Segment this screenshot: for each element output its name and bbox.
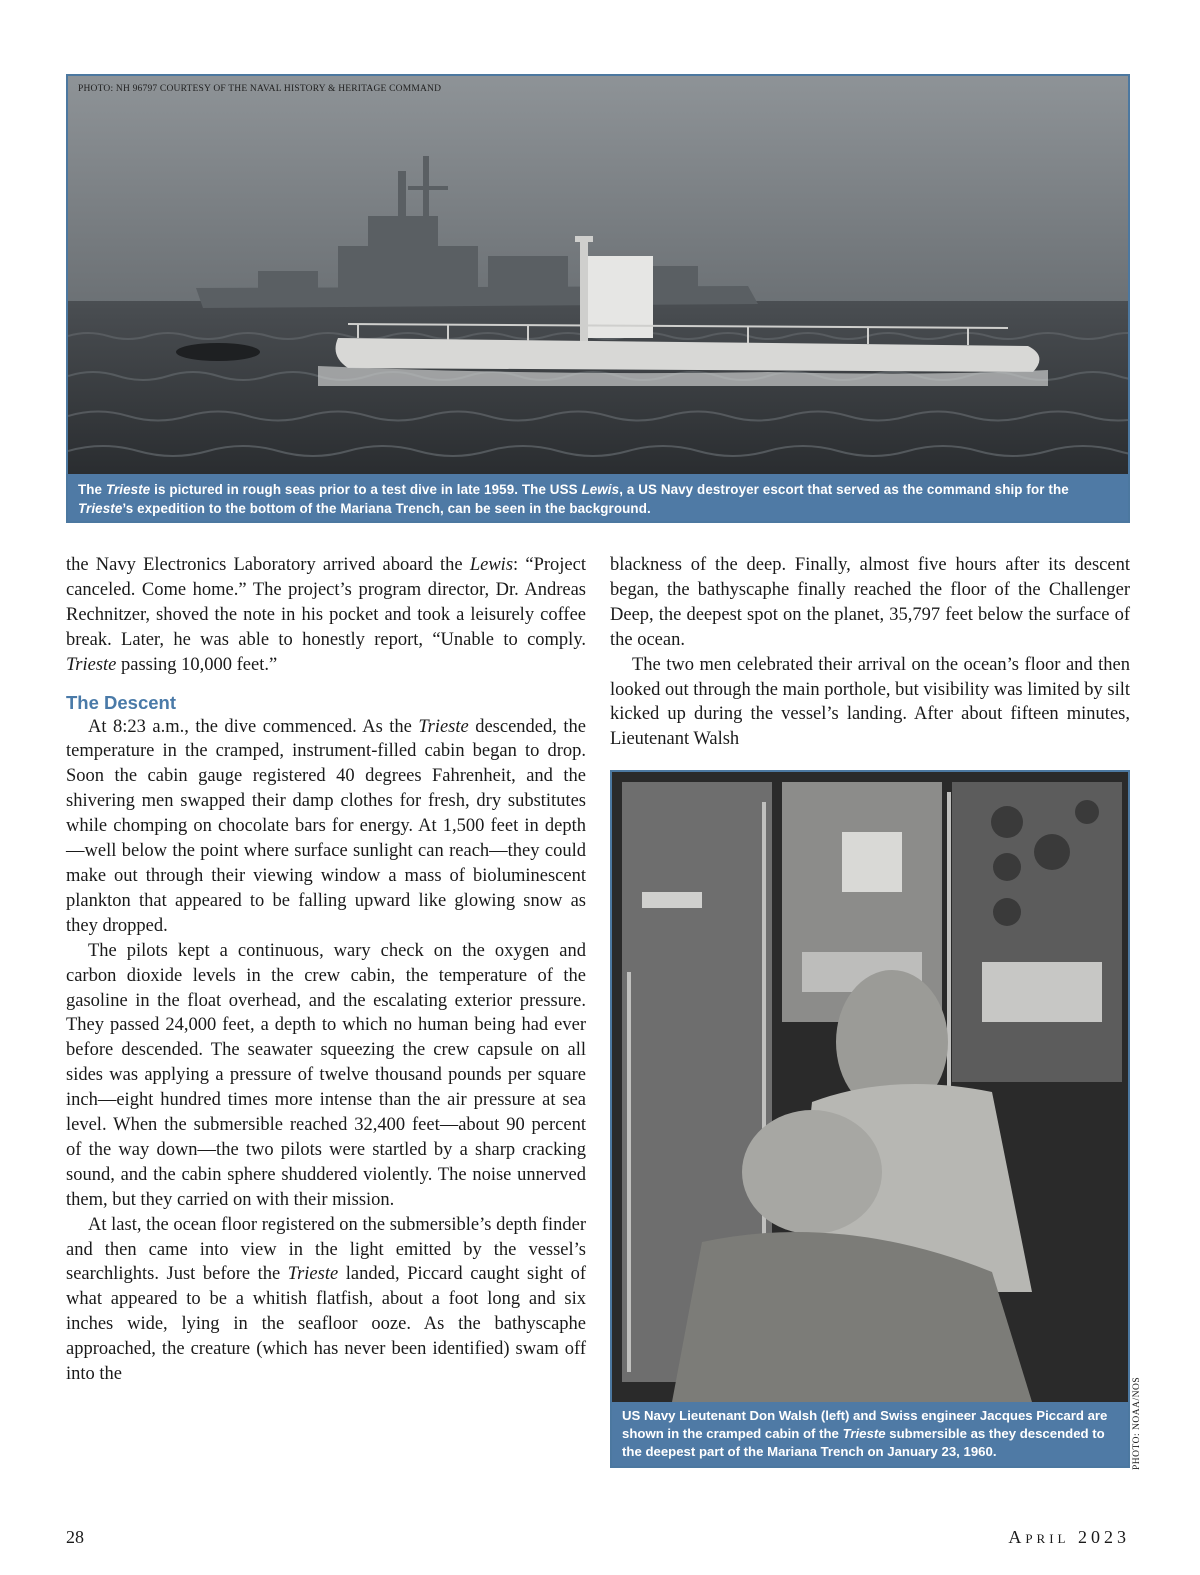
body-paragraph: The pilots kept a continuous, wary check on the oxygen and carbon dioxide levels in the crew cabin, the temperature of the gasoline in the float overhead, and the escalating exterior pressure. They passed 24,000 feet, a depth to which no human being had ever before descended. The seawater squeezing the crew capsule on all sides was applying a pressure of twelve thousand pounds per square inch—eight hundred times more intense than the air pressure at sea level. When the submersible reached 32,400 feet—about 90 percent of the way down—the two pilots were startled by a sharp cracking sound, and the cabin sphere shuddered violently. The noise unnerved them, but they carried on with their mission.: [66, 940, 586, 1210]
issue-date: April 2023: [1008, 1527, 1130, 1547]
body-paragraph: At last, the ocean floor registered on the submersible’s depth finder and then came into view in the light emitted by the vessel’s searchlights. Just before the Trieste landed, Piccard caught sight of what appeared to be a whitish flatfish, about a foot long and six inches wide, lying in the seafloor ooze. As the bathyscaphe approached, the creature (which has never been identified) swam off into the: [66, 1214, 586, 1385]
cabin-photo: [610, 770, 1130, 1468]
sea-ship-illustration: [68, 76, 1128, 474]
cabin-photo-caption: US Navy Lieutenant Don Walsh (left) and Swiss engineer Jacques Piccard are shown in the cramped cabin of the Trieste submersible as they descended to the deepest part of the Mariana Trench on January 23, 1960.: [612, 1402, 1128, 1466]
cabin-photo-credit: PHOTO: NOAA/NOS: [1132, 1376, 1142, 1470]
cabin-illustration: [612, 772, 1128, 1402]
body-paragraph: the Navy Electronics Laboratory arrived aboard the Lewis: “Project canceled. Come home.” The project’s program director, Dr. Andreas Rechnitzer, shoved the note in his pocket and took a leisurely coffee break. Later, he was able to honestly report, “Unable to comply. Trieste passing 10,000 feet.”: [66, 555, 586, 675]
body-paragraph: The two men celebrated their arrival on the ocean’s floor and then looked out through the main porthole, but visibility was limited by silt kicked up during the vessel’s landing. After about fifteen minutes, Lieutenant Walsh: [610, 654, 1131, 750]
top-photo-caption: The Trieste is pictured in rough seas prior to a test dive in late 1959. The USS Lewis, a US Navy destroyer escort that served as the command ship for the Trieste’s expedition to the bottom of the Mariana Trench, can be seen in the background.: [68, 474, 1128, 523]
section-heading: The Descent: [66, 691, 177, 713]
body-paragraph: blackness of the deep. Finally, almost five hours after its descent began, the bathyscaphe finally reached the floor of the Challenger Deep, the deepest spot on the planet, 35,797 feet below the surface of the ocean.: [610, 555, 1130, 650]
top-photo-credit: PHOTO: NH 96797 COURTESY OF THE NAVAL HISTORY & HERITAGE COMMAND: [78, 84, 442, 94]
piccard-head: [742, 1110, 882, 1234]
rubber-boat: [176, 343, 260, 361]
right-column: [610, 553, 1130, 752]
left-column: [66, 553, 586, 1387]
page-number: 28: [66, 1527, 84, 1547]
trieste-surface-photo: [66, 74, 1130, 523]
body-paragraph: At 8:23 a.m., the dive commenced. As the Trieste descended, the temperature in the cramped, instrument-filled cabin began to drop. Soon the cabin gauge registered 40 degrees Fahrenheit, and the shivering men swapped their damp clothes for fresh, dry substitutes while chomping on chocolate bars for energy. At 1,500 feet in depth—well below the point where surface sunlight can reach—they could make out through their viewing window a mass of bioluminescent plankton that appeared to be falling upward like glowing snow as they dropped.: [66, 716, 586, 936]
